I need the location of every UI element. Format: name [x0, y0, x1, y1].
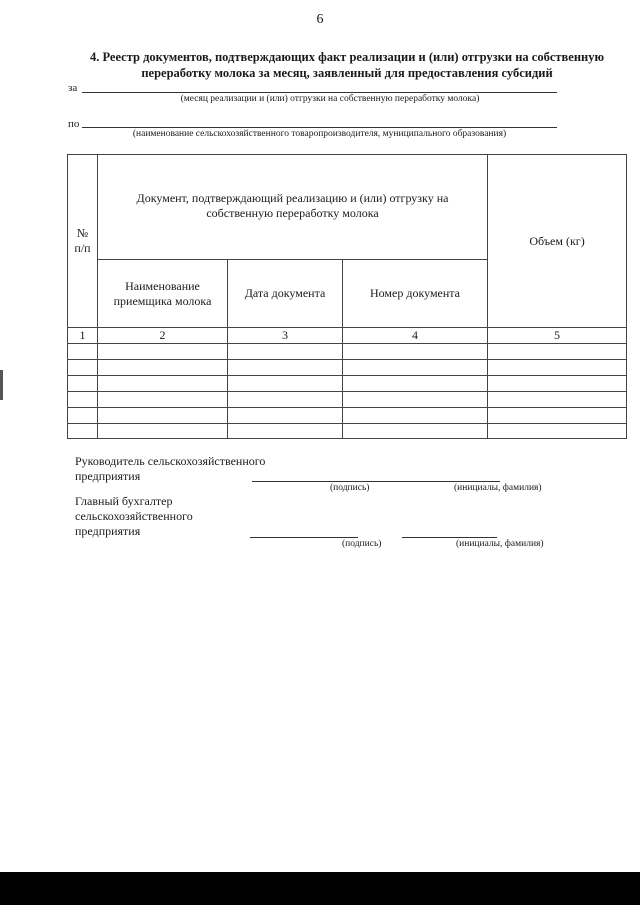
head-signature-label [75, 454, 265, 484]
table-cell[interactable] [488, 392, 627, 408]
table-cell[interactable] [343, 376, 488, 392]
table-cell[interactable] [98, 424, 228, 439]
head-label-line-1: Руководитель сельскохозяйственного [75, 454, 266, 468]
table-cell[interactable] [228, 408, 343, 424]
table-cell[interactable] [228, 392, 343, 408]
head-caption-signature: (подпись) [330, 483, 370, 493]
table-cell[interactable] [488, 376, 627, 392]
table-cell[interactable] [98, 344, 228, 360]
table-cell[interactable] [98, 408, 228, 424]
table-row [68, 424, 627, 439]
index-cell: 3 [228, 328, 343, 344]
accountant-label-line-1: Главный бухгалтер [75, 494, 173, 508]
index-cell: 1 [68, 328, 98, 344]
table-cell[interactable] [488, 360, 627, 376]
accountant-caption-name: (инициалы, фамилия) [456, 539, 544, 549]
index-cell: 4 [343, 328, 488, 344]
table-cell[interactable] [68, 424, 98, 439]
accountant-signature-line[interactable] [250, 537, 358, 538]
header-number: № п/п [68, 155, 98, 328]
table-cell[interactable] [98, 360, 228, 376]
table-cell[interactable] [228, 424, 343, 439]
header-document-group: Документ, подтверждающий реализацию и (или) отгрузку на собственную переработку молока [98, 155, 488, 260]
table-cell[interactable] [343, 408, 488, 424]
head-label-line-2: предприятия [75, 469, 141, 483]
table-cell[interactable] [68, 408, 98, 424]
table-row [68, 344, 627, 360]
header-date: Дата документа [228, 260, 343, 328]
producer-caption: (наименование сельскохозяйственного товаропроизводителя, муниципального образования) [132, 129, 507, 139]
registry-table [67, 154, 627, 439]
accountant-caption-signature: (подпись) [342, 539, 382, 549]
head-name-line[interactable] [380, 481, 500, 482]
table-cell[interactable] [488, 424, 627, 439]
table-row [68, 392, 627, 408]
table-cell[interactable] [68, 360, 98, 376]
table-row [68, 376, 627, 392]
page-number: 6 [316, 12, 324, 27]
scan-bottom-bar [0, 872, 640, 905]
table-header-row-1 [68, 155, 627, 260]
table-row [68, 360, 627, 376]
table-cell[interactable] [228, 344, 343, 360]
accountant-label-line-3: предприятия [75, 524, 141, 538]
heading-line-2: переработку молока за месяц, заявленный для предоставления субсидий [141, 66, 553, 80]
table-cell[interactable] [228, 376, 343, 392]
registry-table-wrapper [67, 154, 626, 438]
accountant-label-line-2: сельскохозяйственного [75, 509, 193, 523]
table-cell[interactable] [488, 408, 627, 424]
producer-prefix: по [68, 118, 80, 130]
table-cell[interactable] [98, 376, 228, 392]
table-index-row [68, 328, 627, 344]
producer-field-line [82, 127, 557, 128]
header-receiver: Наименование приемщика молока [98, 260, 228, 328]
table-cell[interactable] [228, 360, 343, 376]
period-prefix: за [68, 82, 78, 94]
table-cell[interactable] [68, 376, 98, 392]
table-cell[interactable] [488, 344, 627, 360]
document-heading [62, 49, 632, 81]
scan-edge-mark [0, 370, 3, 400]
head-caption-name: (инициалы, фамилия) [454, 483, 542, 493]
accountant-name-line[interactable] [402, 537, 497, 538]
index-cell: 5 [488, 328, 627, 344]
table-cell[interactable] [343, 424, 488, 439]
table-row [68, 408, 627, 424]
table-cell[interactable] [343, 392, 488, 408]
table-cell[interactable] [98, 392, 228, 408]
table-cell[interactable] [343, 360, 488, 376]
table-body [68, 344, 627, 439]
accountant-signature-label [75, 494, 193, 539]
table-cell[interactable] [68, 392, 98, 408]
header-volume: Объем (кг) [488, 155, 627, 328]
header-doc-number: Номер документа [343, 260, 488, 328]
index-cell: 2 [98, 328, 228, 344]
period-caption: (месяц реализации и (или) отгрузки на собственную переработку молока) [180, 94, 480, 104]
table-cell[interactable] [343, 344, 488, 360]
table-cell[interactable] [68, 344, 98, 360]
head-signature-line[interactable] [252, 481, 382, 482]
heading-line-1: 4. Реестр документов, подтверждающих факт реализации и (или) отгрузки на собственную [89, 50, 605, 64]
period-field-line [82, 92, 557, 93]
